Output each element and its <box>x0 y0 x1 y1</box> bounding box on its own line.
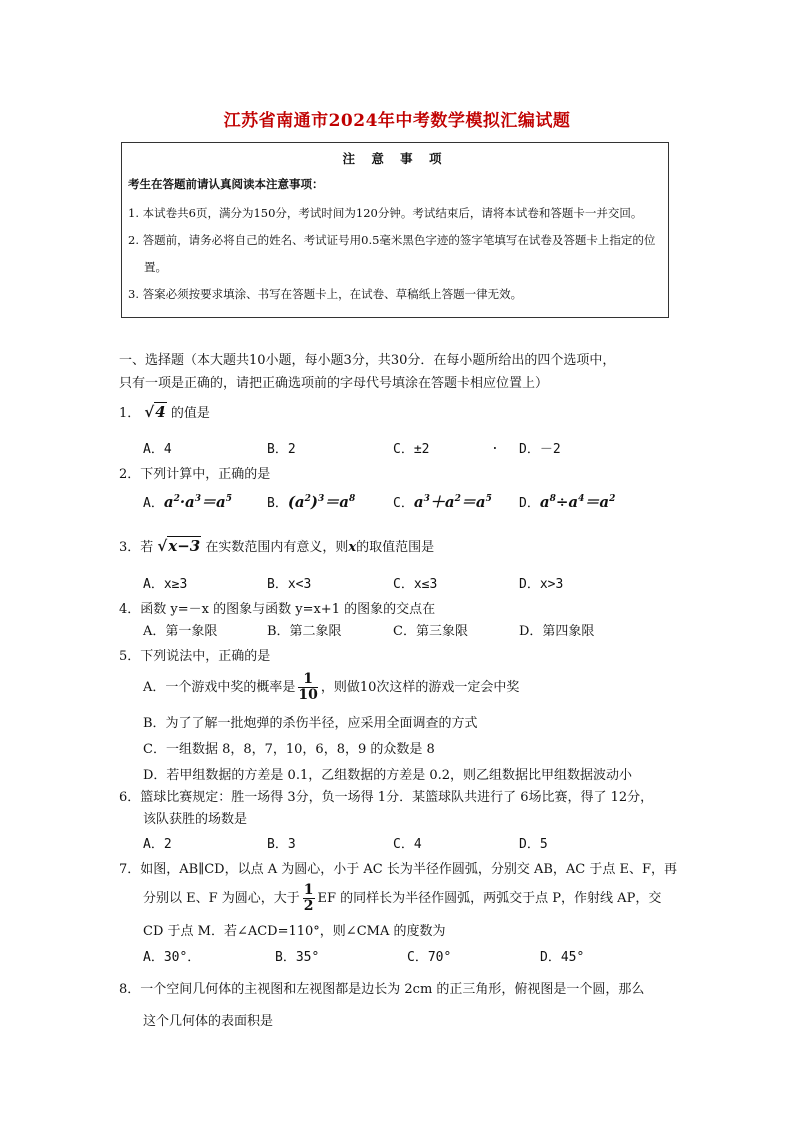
option-d <box>519 491 615 512</box>
option-a <box>143 672 519 703</box>
numerator: 1 <box>298 672 317 688</box>
option-label: D． <box>519 496 540 511</box>
question-text: EF 的同样长为半径作圆弧，两弧交于点 P，作射线 AP，交 <box>317 891 662 906</box>
notice-intro: 考生在答题前请认真阅读本注意事项： <box>128 177 324 191</box>
section-heading-line2: 只有一项是正确的，请把正确选项前的字母代号填涂在答题卡相应位置上） <box>119 376 549 391</box>
option-a: A．2 <box>143 837 172 852</box>
math-expression: $a^2\cdot a^3=a^5$ <box>163 493 233 511</box>
option-b <box>267 491 355 512</box>
question-2: 2．下列计算中，正确的是 <box>119 467 271 482</box>
option-c: C．4 <box>393 837 422 852</box>
math-expression: $(a^2)^3=a^8$ <box>287 493 356 511</box>
option-c: C．70° <box>407 950 452 965</box>
question-7-line2 <box>143 883 661 914</box>
question-7-line1: 7．如图，AB∥CD，以点 A 为圆心，小于 AC 长为半径作圆弧，分别交 AB，AC 于点 E、F，再 <box>119 862 678 877</box>
question-6-line2: 该队获胜的场数是 <box>143 812 248 827</box>
option-label: C． <box>393 496 414 511</box>
option-b: B．第二象限 <box>267 624 342 639</box>
notice-heading: 注 意 事 项 <box>342 151 448 166</box>
page-title: 江苏省南通市2024年中考数学模拟汇编试题 <box>223 111 571 131</box>
question-6-line1: 6．篮球比赛规定：胜一场得 3分，负一场得 1分．某篮球队共进行了 6场比赛，得了 12分， <box>119 790 654 805</box>
question-number: 1． <box>119 406 141 421</box>
option-a: A．4 <box>143 442 172 457</box>
question-8-line2: 这个几何体的表面积是 <box>143 1014 274 1029</box>
question-text: 的取值范围是 <box>356 540 435 555</box>
stray-dot: . <box>491 438 499 453</box>
question-7-line3: CD 于点 M．若∠ACD=110°，则∠CMA 的度数为 <box>143 924 446 939</box>
option-d: D．x>3 <box>519 577 564 592</box>
fraction <box>303 883 315 914</box>
option-text: A．一个游戏中奖的概率是 <box>143 680 296 695</box>
radicand: x−3 <box>168 537 201 555</box>
math-expression: $a^8\div a^4=a^2$ <box>539 493 616 511</box>
question-text: 的值是 <box>170 406 210 421</box>
sqrt-expression: √4 <box>144 403 166 421</box>
denominator: 2 <box>303 898 314 914</box>
math-expression: $a^3+a^2=a^5$ <box>413 493 492 511</box>
option-a <box>143 491 232 512</box>
denominator: 10 <box>298 687 318 703</box>
question-8-line1: 8．一个空间几何体的主视图和左视图都是边长为 2cm 的正三角形，俯视图是一个圆，那么 <box>119 982 645 997</box>
option-d: D．45° <box>540 950 585 965</box>
option-a: A．第一象限 <box>143 624 218 639</box>
option-d: D．若甲组数据的方差是 0.1，乙组数据的方差是 0.2，则乙组数据比甲组数据波动小 <box>143 768 633 783</box>
option-a: A．x≥3 <box>143 577 188 592</box>
option-d: D．第四象限 <box>519 624 595 639</box>
notice-item: 1. 本试卷共6页，满分为150分，考试时间为120分钟。考试结束后，请将本试卷和答题卡一并交回。 <box>128 206 643 220</box>
notice-item: 3. 答案必须按要求填涂、书写在答题卡上，在试卷、草稿纸上答题一律无效。 <box>128 287 523 301</box>
question-number: 3．若 <box>119 540 154 555</box>
fraction <box>298 672 317 703</box>
variable: x <box>348 540 357 555</box>
question-1 <box>119 402 210 421</box>
section-heading-line1: 一、选择题（本大题共10小题，每小题3分，共30分．在每小题所给出的四个选项中， <box>119 353 616 368</box>
option-label: A． <box>143 496 164 511</box>
option-b: B．3 <box>267 837 296 852</box>
question-3 <box>119 536 434 555</box>
notice-box <box>121 142 669 318</box>
option-c: C．x≤3 <box>393 577 438 592</box>
option-text: ，则做10次这样的游戏一定会中奖 <box>320 680 520 695</box>
numerator: 1 <box>303 882 314 898</box>
option-c <box>393 491 492 512</box>
option-b: B．35° <box>275 950 320 965</box>
option-b: B．2 <box>267 442 296 457</box>
sqrt-expression: √x−3 <box>157 537 201 555</box>
question-5: 5．下列说法中，正确的是 <box>119 649 271 664</box>
question-text: 分别以 E、F 为圆心，大于 <box>143 891 300 906</box>
option-a: A．30°． <box>143 950 201 965</box>
option-label: B． <box>267 496 288 511</box>
option-c: C．第三象限 <box>393 624 468 639</box>
radicand: 4 <box>155 403 166 421</box>
question-text: 在实数范围内有意义，则 <box>205 540 349 555</box>
option-b: B．x<3 <box>267 577 312 592</box>
option-c: C．±2 <box>393 442 430 457</box>
notice-item: 2. 答题前，请务必将自己的姓名、考试证号用0.5毫米黑色字迹的签字笔填写在试卷及答题卡上指定的位置。 <box>128 233 656 274</box>
option-b: B．为了了解一批炮弹的杀伤半径，应采用全面调查的方式 <box>143 716 478 731</box>
option-d: D．－2 <box>519 442 561 457</box>
option-c: C．一组数据 8，8，7，10，6，8，9 的众数是 8 <box>143 742 435 757</box>
question-4: 4．函数 y=－x 的图象与函数 y=x+1 的图象的交点在 <box>119 602 436 617</box>
option-d: D．5 <box>519 837 548 852</box>
